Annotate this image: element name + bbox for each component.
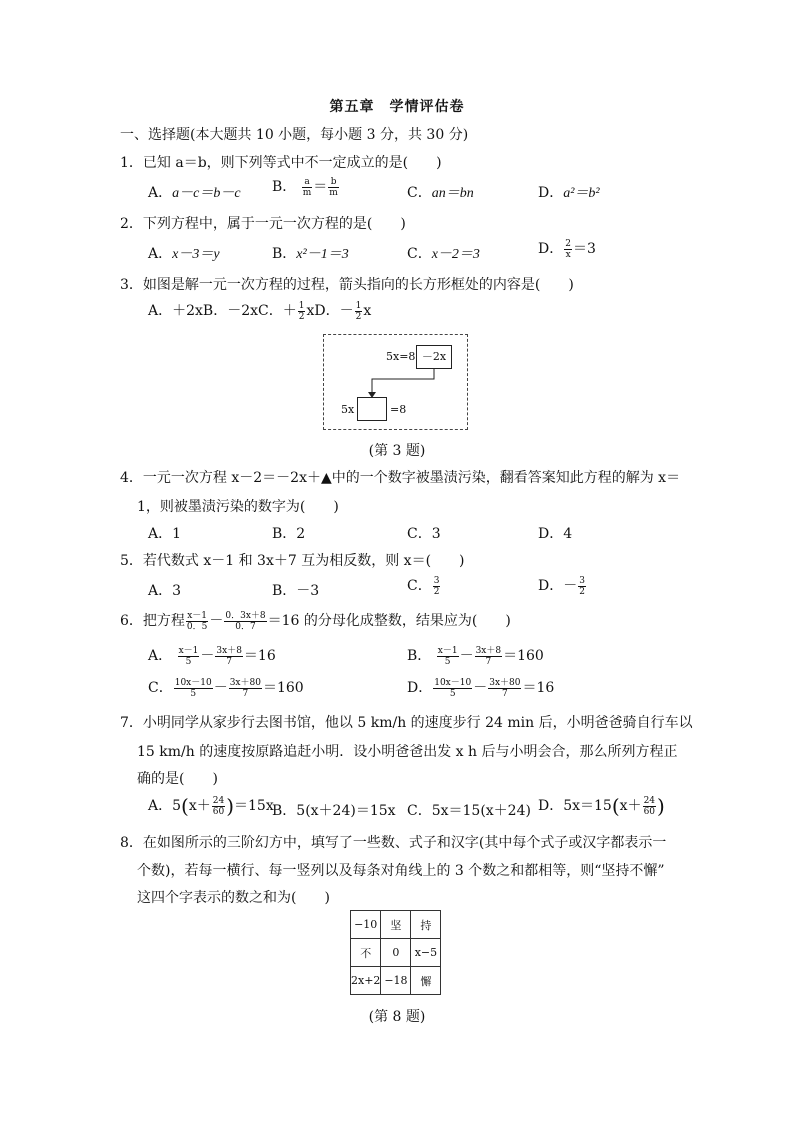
q3-label-top: 5x=8 bbox=[386, 350, 416, 363]
q6-option-c: C． $\frac{10x-10}{5}$ － $\frac{3x+80}{7}$ ＝160 bbox=[148, 677, 304, 699]
q3-box-top: －2x bbox=[416, 345, 452, 369]
q3-label-bottom-right: =8 bbox=[390, 403, 407, 416]
q7-option-b: B．5(x＋24)＝15x bbox=[272, 803, 396, 819]
q7-line2: 15 km/h 的速度按原路追赶小明．设小明爸爸出发 x h 后与小明会合，那么所列方程正 bbox=[137, 744, 678, 760]
q2-option-d: D． $\frac{2}{x}$ ＝3 bbox=[538, 238, 596, 260]
section-heading: 一、选择题(本大题共 10 小题，每小题 3 分，共 30 分) bbox=[120, 127, 469, 143]
q5-stem: 5．若代数式 x－1 和 3x＋7 互为相反数，则 x＝( ) bbox=[120, 553, 465, 569]
table-cell: 坚 bbox=[381, 911, 411, 939]
q7-option-d: D．5x＝15(x＋ $\frac{24}{60}$ ) bbox=[538, 794, 665, 818]
table-cell: 不 bbox=[351, 939, 381, 967]
q2-stem: 2．下列方程中，属于一元一次方程的是( ) bbox=[120, 216, 406, 232]
q5-option-b: B．－3 bbox=[272, 583, 320, 599]
table-cell: 持 bbox=[411, 911, 441, 939]
q8-line3: 这四个字表示的数之和为( ) bbox=[137, 890, 330, 906]
table-cell: 0 bbox=[381, 939, 411, 967]
q8-line2: 个数)，若每一横行、每一竖列以及每条对角线上的 3 个数之和都相等，则“坚持不懈” bbox=[137, 863, 665, 879]
q2-option-c: C．x－2＝3 bbox=[407, 246, 480, 262]
q3-stem: 3．如图是解一元一次方程的过程，箭头指向的长方形框处的内容是( ) bbox=[120, 277, 574, 293]
q3-options: A．＋2xB．－2xC．＋ $\frac{1}{2}$ xD．－ $\frac{1}{2}$ x bbox=[148, 300, 372, 322]
q8-caption: (第 8 题) bbox=[368, 1009, 426, 1025]
page-title: 第五章 学情评估卷 bbox=[329, 99, 465, 115]
q1-stem: 1．已知 a＝b，则下列等式中不一定成立的是( ) bbox=[120, 155, 442, 171]
q6-option-d: D． $\frac{10x-10}{5}$ － $\frac{3x+80}{7}$ ＝16 bbox=[407, 677, 555, 699]
q3-caption: (第 3 题) bbox=[368, 443, 426, 459]
q2-option-a: A．x－3＝y bbox=[148, 246, 220, 262]
q7-line1: 7．小明同学从家步行去图书馆，他以 5 km/h 的速度步行 24 min 后，小明爸爸骑自行车以 bbox=[120, 715, 693, 731]
q2-option-b: B．x²－1＝3 bbox=[272, 246, 349, 262]
q3-diagram bbox=[323, 334, 468, 430]
table-row bbox=[351, 911, 441, 939]
table-cell: x−5 bbox=[411, 939, 441, 967]
q1-option-d: D．a²＝b² bbox=[538, 185, 600, 201]
q3-label-bottom-left: 5x bbox=[341, 403, 355, 416]
q4-line2: 1，则被墨渍污染的数字为( ) bbox=[137, 499, 339, 515]
q8-line1: 8．在如图所示的三阶幻方中，填写了一些数、式子和汉字(其中每个式子或汉字都表示一 bbox=[120, 835, 667, 851]
q6-option-a: A． $\frac{x-1}{5}$ － $\frac{3x+8}{7}$ ＝16 bbox=[148, 645, 276, 667]
q1-option-c: C．an＝bn bbox=[407, 185, 474, 201]
q7-line3: 确的是( ) bbox=[137, 771, 218, 787]
q6-option-b: B． $\frac{x-1}{5}$ － $\frac{3x+8}{7}$ ＝160 bbox=[407, 645, 544, 667]
table-cell: 2x+2 bbox=[351, 967, 381, 995]
q4-line1: 4．一元一次方程 x－2＝－2x＋▲中的一个数字被墨渍污染，翻看答案知此方程的解为 x＝ bbox=[120, 470, 681, 486]
magic-square-table bbox=[350, 910, 441, 995]
arrow-icon bbox=[324, 335, 469, 431]
q5-option-c: C． $\frac{3}{2}$ bbox=[407, 575, 440, 597]
table-row bbox=[351, 967, 441, 995]
q1-option-a: A．a－c＝b－c bbox=[148, 185, 241, 201]
q5-option-a: A．3 bbox=[148, 583, 182, 599]
q7-option-c: C．5x＝15(x＋24) bbox=[407, 803, 531, 819]
table-cell: −10 bbox=[351, 911, 381, 939]
q4-option-c: C．3 bbox=[407, 526, 441, 542]
table-cell: −18 bbox=[381, 967, 411, 995]
q5-option-d: D．－ $\frac{3}{2}$ bbox=[538, 575, 585, 597]
q3-box-bottom bbox=[357, 397, 387, 421]
table-cell: 懈 bbox=[411, 967, 441, 995]
q7-option-a: A．5(x＋ $\frac{24}{60}$ )＝15x bbox=[148, 794, 274, 818]
q4-option-b: B．2 bbox=[272, 526, 306, 542]
q1-option-b: B． $\frac{a}{m}$ ＝ $\frac{b}{m}$ bbox=[272, 176, 338, 198]
q4-option-a: A．1 bbox=[148, 526, 182, 542]
table-row bbox=[351, 939, 441, 967]
q4-option-d: D．4 bbox=[538, 526, 573, 542]
q6-stem: 6．把方程 $\frac{x-1}{0.5}$ － $\frac{0.3x+8}{0.7}$ ＝16 的分母化成整数，结果应为( ) bbox=[120, 610, 511, 632]
